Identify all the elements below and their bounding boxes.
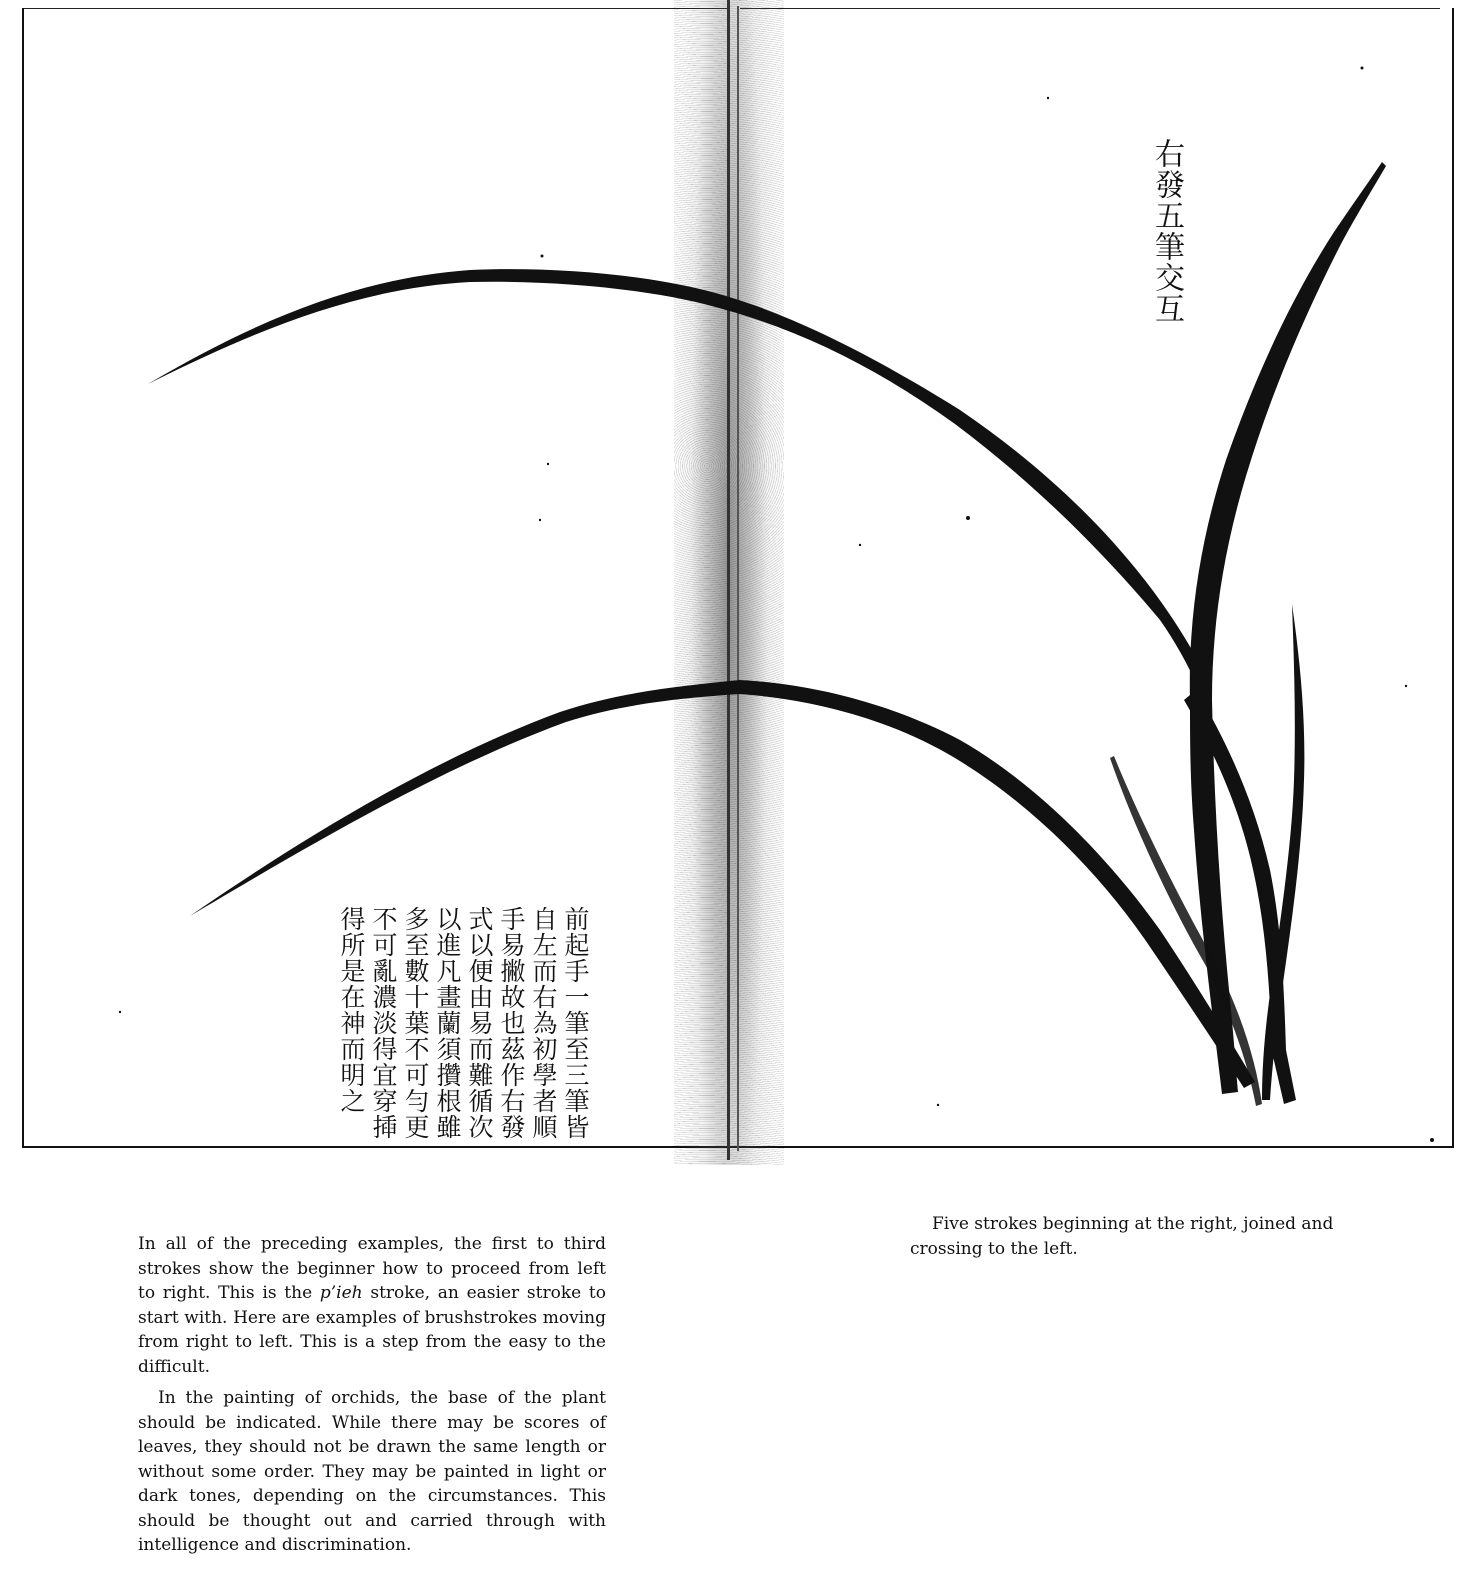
paragraph-1-text-start: In all of the preceding examples, the first to third strokes show the beginner how to proceed from left to right. This is the	[138, 1234, 606, 1303]
plate-title-chinese: 右發五筆交互	[1149, 138, 1184, 324]
body-text	[138, 1232, 606, 1565]
pieh-term: p’ieh	[319, 1283, 363, 1303]
tall-upright-leaf	[1190, 162, 1386, 1094]
body-paragraph-1	[138, 1232, 606, 1379]
upper-arch-leaf	[148, 269, 1208, 692]
plate-caption-english: Five strokes beginning at the right, joined and crossing to the left.	[910, 1214, 1334, 1259]
paragraph-1-text-end: stroke, an easier stroke to start with. Here are examples of brushstrokes moving from right to left. This is a step from the easy to the difficult.	[138, 1283, 606, 1377]
body-paragraph-2: In the painting of orchids, the base of the plant should be indicated. While there may be scores of leaves, they should not be drawn the same length or without some order. They may be painted in light or dark tones, depending on the circumstances. This should be thought out and carried through with intelligence and discrimination.	[138, 1388, 606, 1555]
plate-caption-chinese: 前起手一筆至三筆皆自左而右為初學者順手易撇故也茲作右發式以便由易而難循次以進凡畫蘭須攢根雖多至數十葉不可勻更不可亂濃淡得宜穿揷得所是在神而明之	[337, 906, 590, 1140]
